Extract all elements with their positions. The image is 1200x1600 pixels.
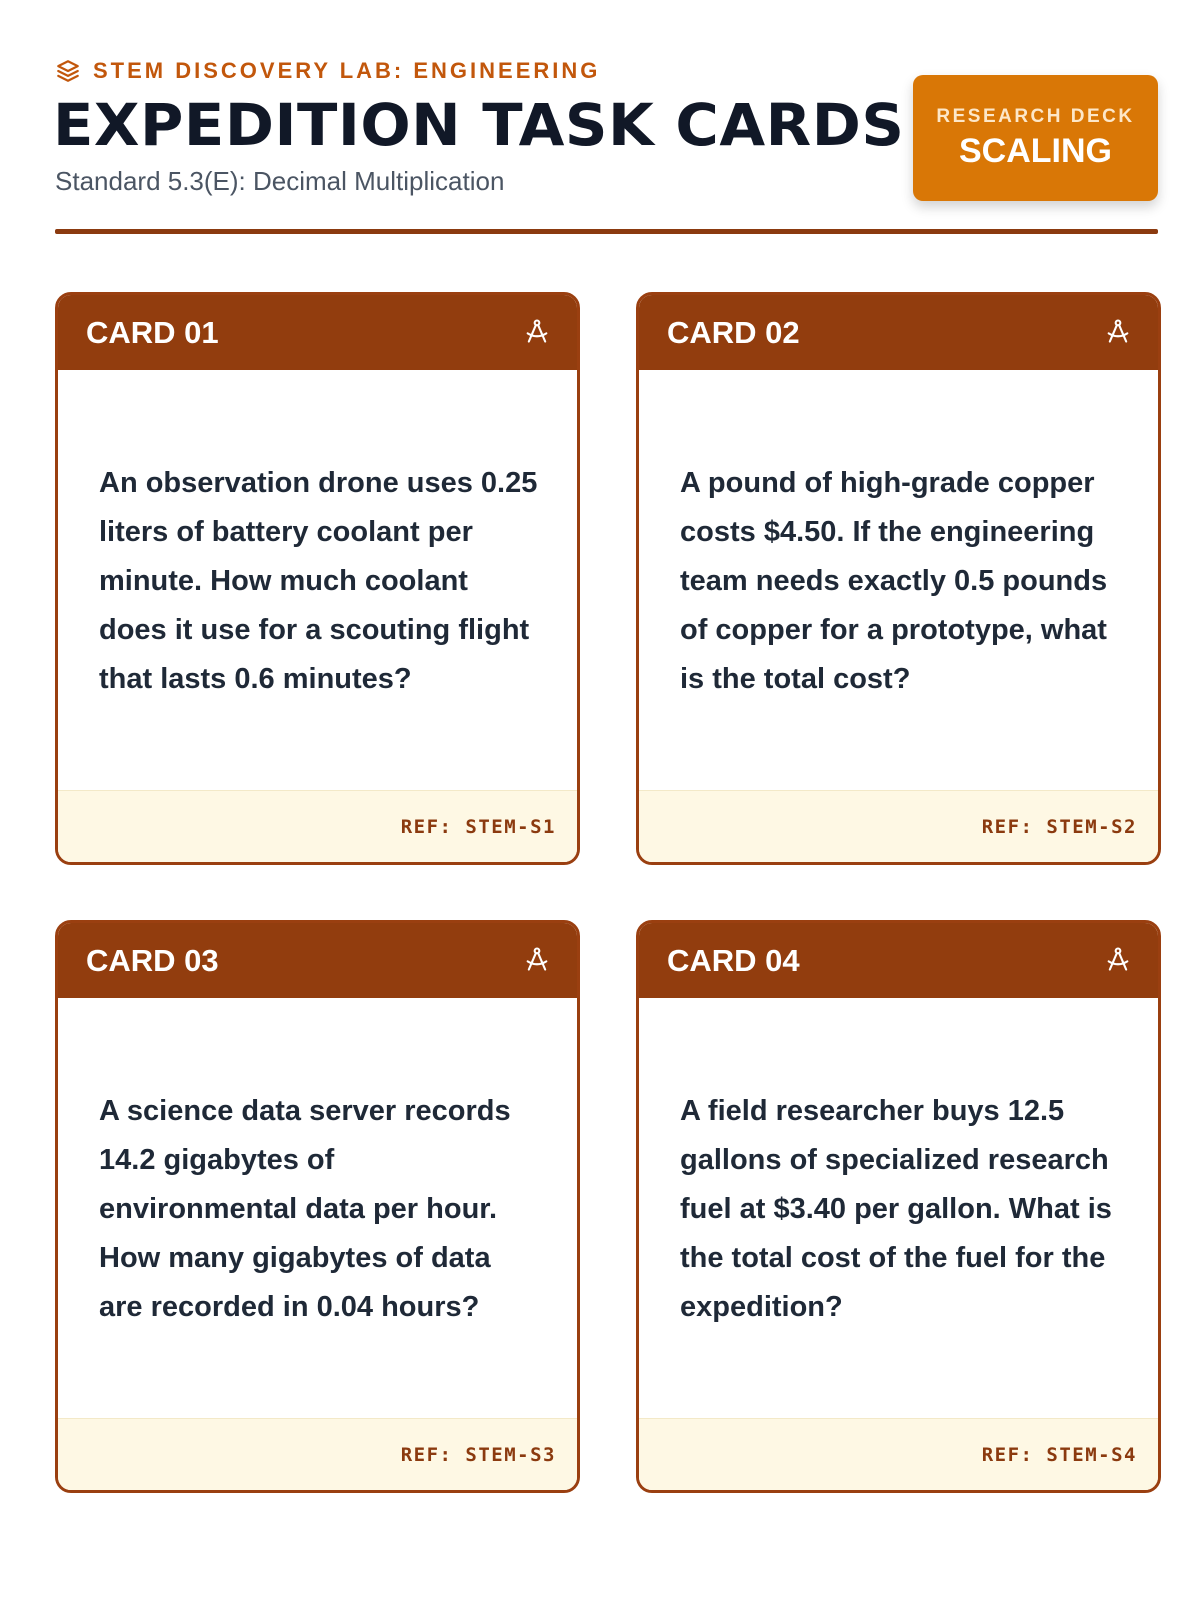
card-title: CARD 04: [667, 942, 800, 978]
page-subtitle: Standard 5.3(E): Decimal Multiplication: [55, 166, 505, 196]
card-header: [58, 295, 577, 370]
card-body: [639, 998, 1158, 1421]
card-title: CARD 02: [667, 314, 800, 350]
page-title: EXPEDITION TASK CARDS: [53, 91, 905, 159]
layers-icon: [55, 58, 81, 84]
card-reference: REF: STEM-S1: [58, 790, 577, 862]
card-title: CARD 01: [86, 314, 219, 350]
card-reference: REF: STEM-S3: [58, 1418, 577, 1490]
card-header: [639, 295, 1158, 370]
card-title: CARD 03: [86, 942, 219, 978]
card-reference: REF: STEM-S4: [639, 1418, 1158, 1490]
compass-drafting-icon: [523, 945, 551, 977]
card-reference: REF: STEM-S2: [639, 790, 1158, 862]
card-body: [58, 998, 577, 1421]
deck-label: RESEARCH DECK: [936, 105, 1135, 127]
kicker: [55, 56, 600, 86]
card-header: [639, 923, 1158, 998]
card-body: [58, 370, 577, 793]
header-divider: [55, 229, 1158, 234]
task-card: [636, 292, 1161, 865]
kicker-text: STEM DISCOVERY LAB: ENGINEERING: [93, 58, 601, 83]
deck-value: SCALING: [959, 131, 1112, 170]
card-question: An observation drone uses 0.25 liters of battery coolant per minute. How much coolant does it use for a scouting flight that lasts 0.6 minutes?: [99, 467, 538, 695]
task-card: [55, 920, 580, 1493]
compass-drafting-icon: [1104, 317, 1132, 349]
task-card: [636, 920, 1161, 1493]
card-question: A field researcher buys 12.5 gallons of specialized research fuel at $3.40 per gallon. What is the total cost of the fuel for the expedition?: [680, 1095, 1112, 1323]
card-body: [639, 370, 1158, 793]
task-card: [55, 292, 580, 865]
card-header: [58, 923, 577, 998]
card-question: A science data server records 14.2 gigabytes of environmental data per hour. How many gigabytes of data are recorded in 0.04 hours?: [99, 1095, 511, 1323]
compass-drafting-icon: [523, 317, 551, 349]
card-question: A pound of high-grade copper costs $4.50. If the engineering team needs exactly 0.5 pounds of copper for a prototype, what is the total cost?: [680, 467, 1108, 695]
research-deck-badge: [913, 75, 1158, 201]
compass-drafting-icon: [1104, 945, 1132, 977]
